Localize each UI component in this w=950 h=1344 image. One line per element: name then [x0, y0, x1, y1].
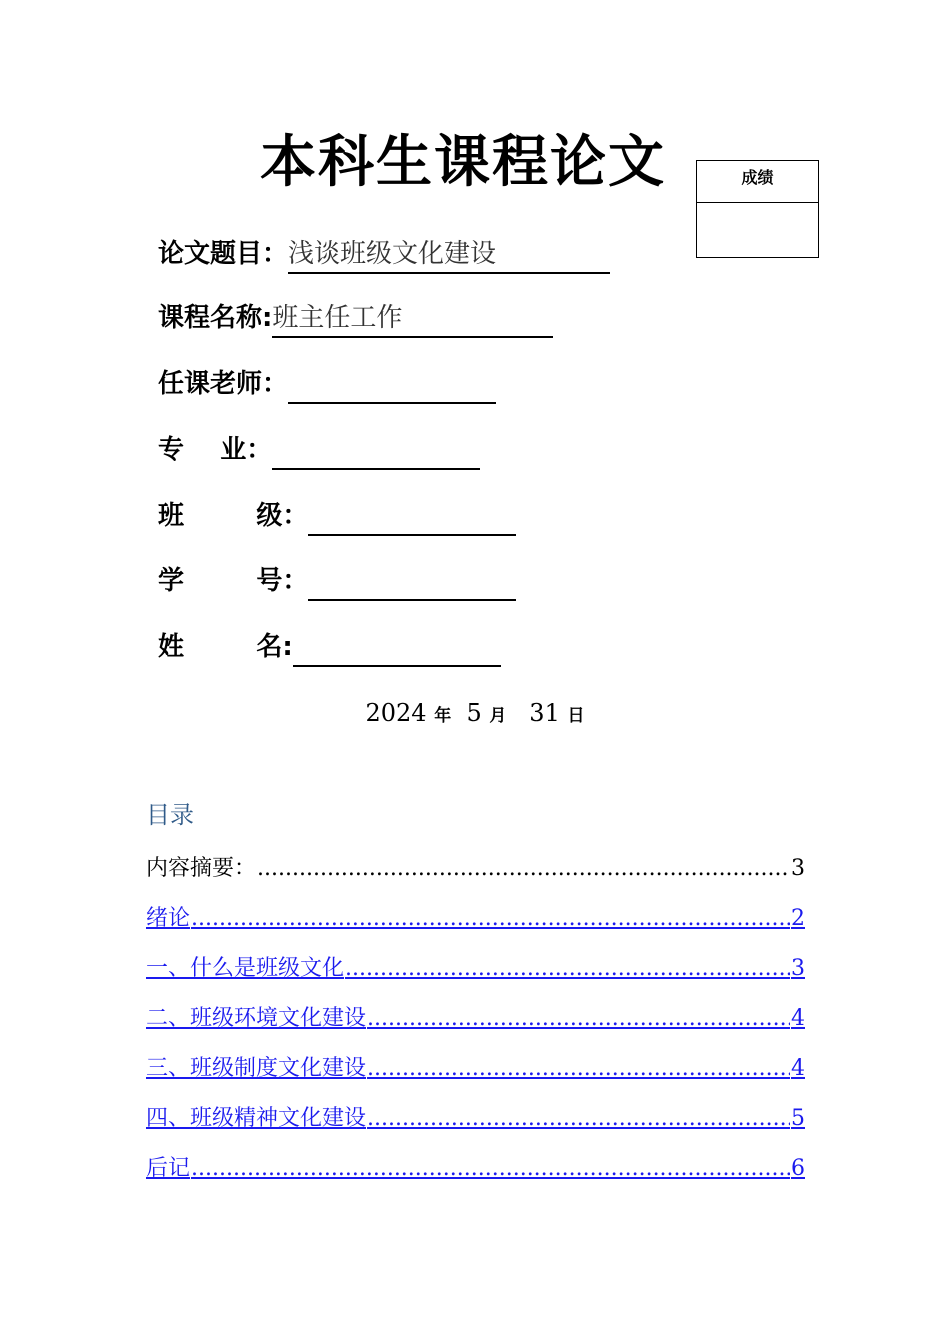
name-value[interactable] — [293, 627, 501, 667]
toc-entry-postscript[interactable] — [146, 1152, 805, 1184]
field-label: 学 号： — [158, 566, 309, 596]
toc-entry-section-2[interactable] — [146, 1002, 805, 1034]
date-year: 2024 — [365, 699, 427, 727]
student-id-value[interactable] — [308, 561, 516, 601]
toc-entry-introduction[interactable] — [146, 902, 805, 934]
field-label: 姓 名: — [158, 632, 293, 662]
field-teacher — [158, 364, 496, 404]
date-month: 5 — [466, 699, 482, 727]
toc-entry-page[interactable]: 4 — [791, 1056, 805, 1081]
field-major — [158, 430, 480, 470]
field-thesis-title — [158, 234, 610, 274]
toc-entry-title: 内容摘要： — [146, 856, 257, 881]
toc-entry-page[interactable]: 2 — [791, 906, 805, 931]
toc-leader-dots[interactable] — [367, 1054, 790, 1084]
toc-leader-dots[interactable] — [191, 1154, 790, 1184]
field-student-id — [158, 561, 516, 601]
toc-leader-dots — [257, 854, 790, 884]
toc-entry-section-3[interactable] — [146, 1052, 805, 1084]
field-label: 专 业： — [158, 435, 273, 465]
toc-leader-dots[interactable] — [367, 1104, 790, 1134]
toc-entry-section-1[interactable] — [146, 952, 805, 984]
date-month-unit: 月 — [489, 706, 507, 726]
field-course-name — [158, 298, 553, 338]
date-day: 31 — [529, 699, 560, 727]
class-value[interactable] — [308, 496, 516, 536]
toc-entry-title[interactable]: 四、班级精神文化建设 — [146, 1106, 367, 1131]
field-label: 班 级： — [158, 501, 309, 531]
grade-box-header: 成绩 — [697, 161, 818, 203]
toc-entry-page[interactable]: 3 — [791, 956, 805, 981]
teacher-value[interactable] — [288, 364, 496, 404]
field-label: 任课老师： — [158, 369, 289, 399]
toc-entry-title[interactable]: 绪论 — [146, 906, 191, 931]
toc-leader-dots[interactable] — [191, 904, 790, 934]
toc-entry-page: 3 — [791, 856, 805, 881]
paper-title: 本科生课程论文 — [260, 130, 666, 195]
toc-entry-abstract — [146, 852, 805, 884]
toc-entry-title[interactable]: 一、什么是班级文化 — [146, 956, 345, 981]
toc-leader-dots[interactable] — [367, 1004, 790, 1034]
major-value[interactable] — [272, 430, 480, 470]
toc-entry-page[interactable]: 6 — [791, 1156, 805, 1181]
toc-entry-title[interactable]: 二、班级环境文化建设 — [146, 1006, 367, 1031]
toc-entry-page[interactable]: 4 — [791, 1006, 805, 1031]
date-year-unit: 年 — [434, 706, 452, 726]
toc-leader-dots[interactable] — [345, 954, 790, 984]
toc-entry-section-4[interactable] — [146, 1102, 805, 1134]
toc-heading: 目录 — [146, 801, 194, 829]
toc-entry-title[interactable]: 三、班级制度文化建设 — [146, 1056, 367, 1081]
field-label: 课程名称: — [158, 303, 273, 333]
thesis-title-value[interactable]: 浅谈班级文化建设 — [288, 234, 610, 274]
grade-box — [696, 160, 819, 258]
date-day-unit: 日 — [567, 706, 585, 726]
field-class — [158, 496, 516, 536]
field-label: 论文题目： — [158, 239, 289, 269]
toc-entry-page[interactable]: 5 — [791, 1106, 805, 1131]
course-name-value[interactable]: 班主任工作 — [272, 298, 553, 338]
field-name — [158, 627, 501, 667]
date-line — [0, 696, 950, 733]
grade-box-value[interactable] — [697, 203, 818, 257]
toc-entry-title[interactable]: 后记 — [146, 1156, 191, 1181]
